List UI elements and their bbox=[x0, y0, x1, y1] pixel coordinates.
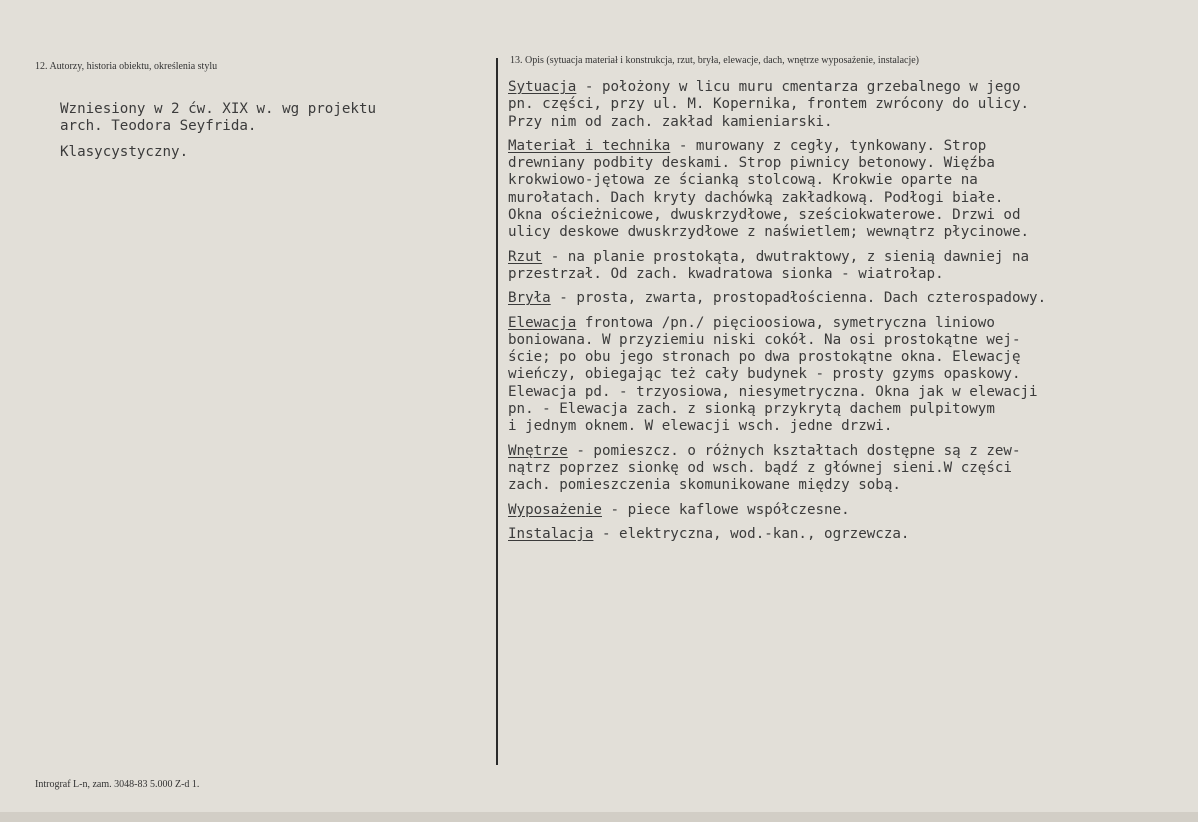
section-title: Elewacja bbox=[508, 314, 577, 331]
section-title: Instalacja bbox=[508, 525, 594, 542]
section-installation bbox=[508, 526, 1188, 543]
section-text: - położony w licu muru cmentarza grzebalnego w jego pn. części, przy ul. M. Kopernika, frontem zwrócony do ulicy. Przy nim od zach. zakład kamieniarski. bbox=[508, 79, 1030, 130]
section-title: Bryła bbox=[508, 290, 551, 307]
column-divider bbox=[496, 58, 498, 765]
section-interior bbox=[508, 443, 1188, 495]
section-title: Materiał i technika bbox=[508, 137, 671, 154]
section-title: Rzut bbox=[508, 248, 543, 265]
field-13-header: 13. Opis (sytuacja materiał i konstrukcja, rzut, bryła, elewacje, dach, wnętrze wyposażenie, instalacje) bbox=[510, 55, 919, 66]
section-text: - murowany z cegły, tynkowany. Strop drewniany podbity deskami. Strop piwnicy betonowy. Więźba krokwiowo-jętowa ze ścianką stolcową. Krokwie oparte na murołatach. Dach kryty dachówką zakładkową. Podłogi białe. Okna ościeżnicowe, dwuskrzydłowe, sześciokwaterowe. Drzwi od ulicy deskowe dwuskrzydłowe z naświetlem; wewnątrz płycinowe. bbox=[508, 137, 1030, 241]
section-title: Wyposażenie bbox=[508, 501, 602, 518]
section-text: - piece kaflowe współczesne. bbox=[601, 501, 850, 518]
section-text: - na planie prostokąta, dwutraktowy, z sienią dawniej na przestrzał. Od zach. kwadratowa sionka - wiatrołap. bbox=[508, 248, 1030, 282]
section-elevation bbox=[508, 315, 1188, 436]
section-text: - prosta, zwarta, prostopadłościenna. Dach czterospadowy. bbox=[550, 290, 1047, 307]
section-text: - pomieszcz. o różnych kształtach dostępne są z zew- nątrz poprzez sionkę od wsch. bądź z głównej sieni.W części zach. pomieszczenia skomunikowane między sobą. bbox=[508, 442, 1021, 494]
printer-imprint: Intrograf L-n, zam. 3048-83 5.000 Z-d 1. bbox=[35, 779, 200, 790]
section-material bbox=[508, 138, 1188, 242]
section-text: frontowa /pn./ pięcioosiowa, symetryczna liniowo boniowana. W przyziemiu niski cokół. Na osi prostokątne wej- ście; po obu jego stronach po dwa prostokątne okna. Elewację wieńczy, obiegając też cały budynek - prosty gzyms opaskowy. Elewacja pd. - trzyosiowa, niesymetryczna. Okna jak w elewacji pn. - Elewacja zach. z sionką przykrytą dachem pulpitowym i jednym oknem. W elewacji wsch. jedne drzwi. bbox=[508, 314, 1038, 435]
field-12-content bbox=[60, 101, 376, 169]
section-situation bbox=[508, 79, 1188, 131]
section-equipment bbox=[508, 502, 1188, 519]
style-text: Klasycystyczny. bbox=[60, 143, 189, 160]
section-text: - elektryczna, wod.-kan., ogrzewcza. bbox=[593, 525, 910, 542]
section-plan bbox=[508, 249, 1188, 284]
section-title: Sytuacja bbox=[508, 79, 577, 95]
authors-history-text: Wzniesiony w 2 ćw. XIX w. wg projektu arch. Teodora Seyfrida. bbox=[60, 101, 377, 135]
field-12-header: 12. Autorzy, historia obiektu, określenia stylu bbox=[35, 61, 218, 72]
section-mass bbox=[508, 290, 1188, 307]
section-title: Wnętrze bbox=[508, 442, 568, 459]
field-13-content bbox=[508, 79, 1188, 550]
